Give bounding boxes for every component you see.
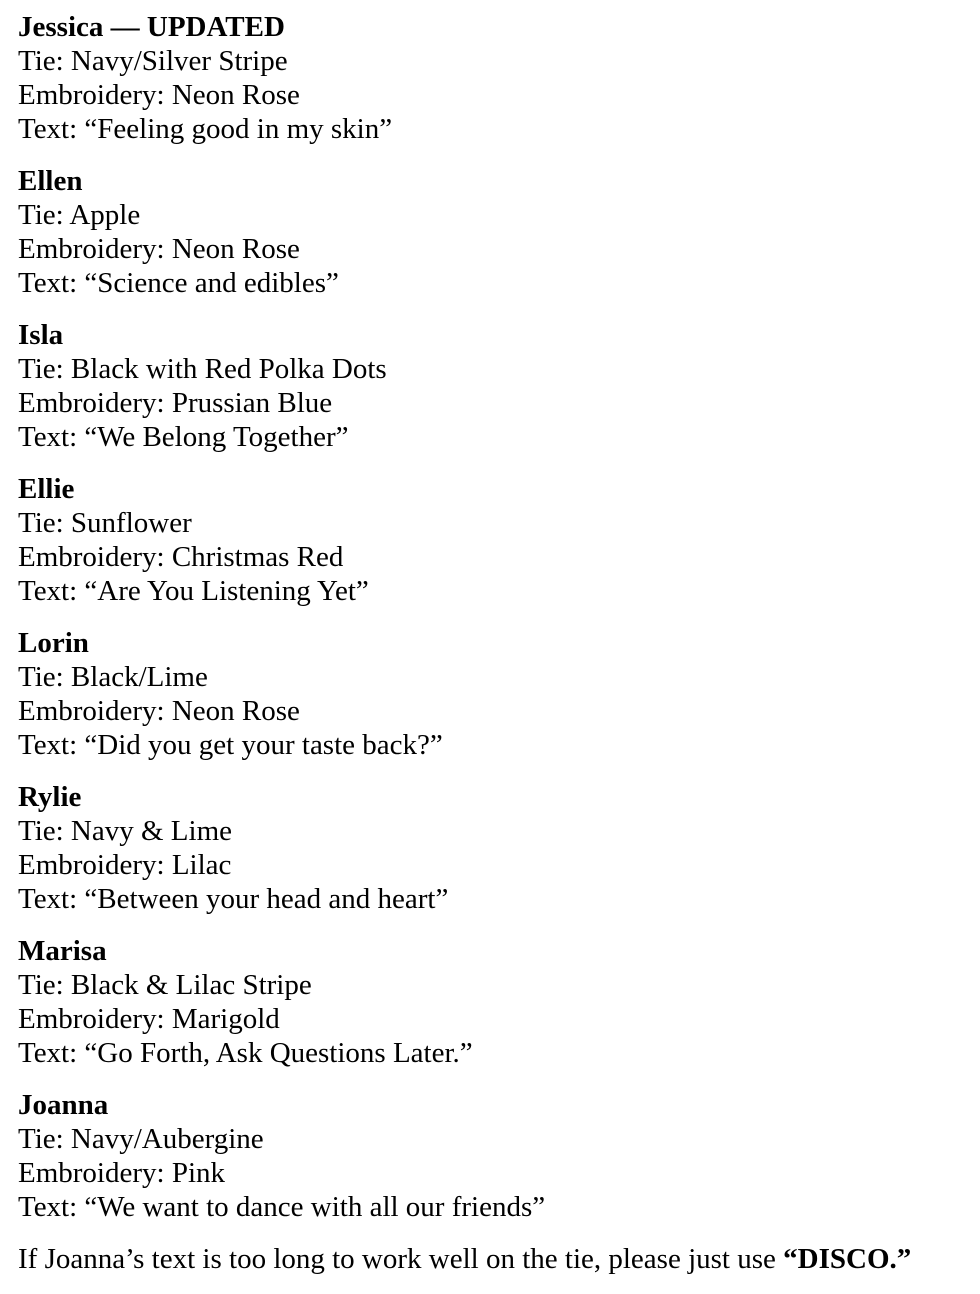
entry-text: Text: “Science and edibles” bbox=[18, 267, 339, 299]
entry-text: Text: “Did you get your taste back?” bbox=[18, 729, 443, 761]
entry-name: Rylie bbox=[18, 781, 82, 813]
entry-ellen bbox=[18, 164, 980, 300]
entry-name: Lorin bbox=[18, 627, 89, 659]
entry-embroidery: Embroidery: Neon Rose bbox=[18, 79, 300, 111]
entry-lorin bbox=[18, 626, 980, 762]
entry-tie: Tie: Black & Lilac Stripe bbox=[18, 969, 312, 1001]
entry-name: Jessica — UPDATED bbox=[18, 11, 285, 43]
entry-embroidery: Embroidery: Prussian Blue bbox=[18, 387, 333, 419]
entry-embroidery: Embroidery: Christmas Red bbox=[18, 541, 344, 573]
entry-name: Isla bbox=[18, 319, 64, 351]
footer-note bbox=[18, 1242, 980, 1276]
footer-note-emphasis: “DISCO.” bbox=[783, 1243, 912, 1275]
entry-text: Text: “Feeling good in my skin” bbox=[18, 113, 393, 145]
entry-text: Text: “Between your head and heart” bbox=[18, 883, 449, 915]
entry-text: Text: “We want to dance with all our friends” bbox=[18, 1191, 546, 1223]
entry-name: Joanna bbox=[18, 1089, 109, 1121]
entry-tie: Tie: Navy & Lime bbox=[18, 815, 233, 847]
entry-tie: Tie: Navy/Aubergine bbox=[18, 1123, 264, 1155]
entry-embroidery: Embroidery: Marigold bbox=[18, 1003, 280, 1035]
entry-text: Text: “We Belong Together” bbox=[18, 421, 349, 453]
entry-jessica bbox=[18, 10, 980, 146]
entry-name: Marisa bbox=[18, 935, 107, 967]
entry-ellie bbox=[18, 472, 980, 608]
entry-rylie bbox=[18, 780, 980, 916]
entry-joanna bbox=[18, 1088, 980, 1224]
entry-tie: Tie: Black with Red Polka Dots bbox=[18, 353, 387, 385]
entry-name: Ellen bbox=[18, 165, 83, 197]
entry-text: Text: “Are You Listening Yet” bbox=[18, 575, 369, 607]
entry-embroidery: Embroidery: Pink bbox=[18, 1157, 226, 1189]
entry-embroidery: Embroidery: Lilac bbox=[18, 849, 232, 881]
entry-tie: Tie: Navy/Silver Stripe bbox=[18, 45, 288, 77]
entry-tie: Tie: Black/Lime bbox=[18, 661, 208, 693]
entry-name: Ellie bbox=[18, 473, 75, 505]
entry-tie: Tie: Apple bbox=[18, 199, 141, 231]
footer-note-text: If Joanna’s text is too long to work well on the tie, please just use bbox=[18, 1243, 784, 1275]
entry-marisa bbox=[18, 934, 980, 1070]
entry-tie: Tie: Sunflower bbox=[18, 507, 192, 539]
entry-embroidery: Embroidery: Neon Rose bbox=[18, 695, 300, 727]
entry-embroidery: Embroidery: Neon Rose bbox=[18, 233, 300, 265]
entry-isla bbox=[18, 318, 980, 454]
entry-text: Text: “Go Forth, Ask Questions Later.” bbox=[18, 1037, 473, 1069]
